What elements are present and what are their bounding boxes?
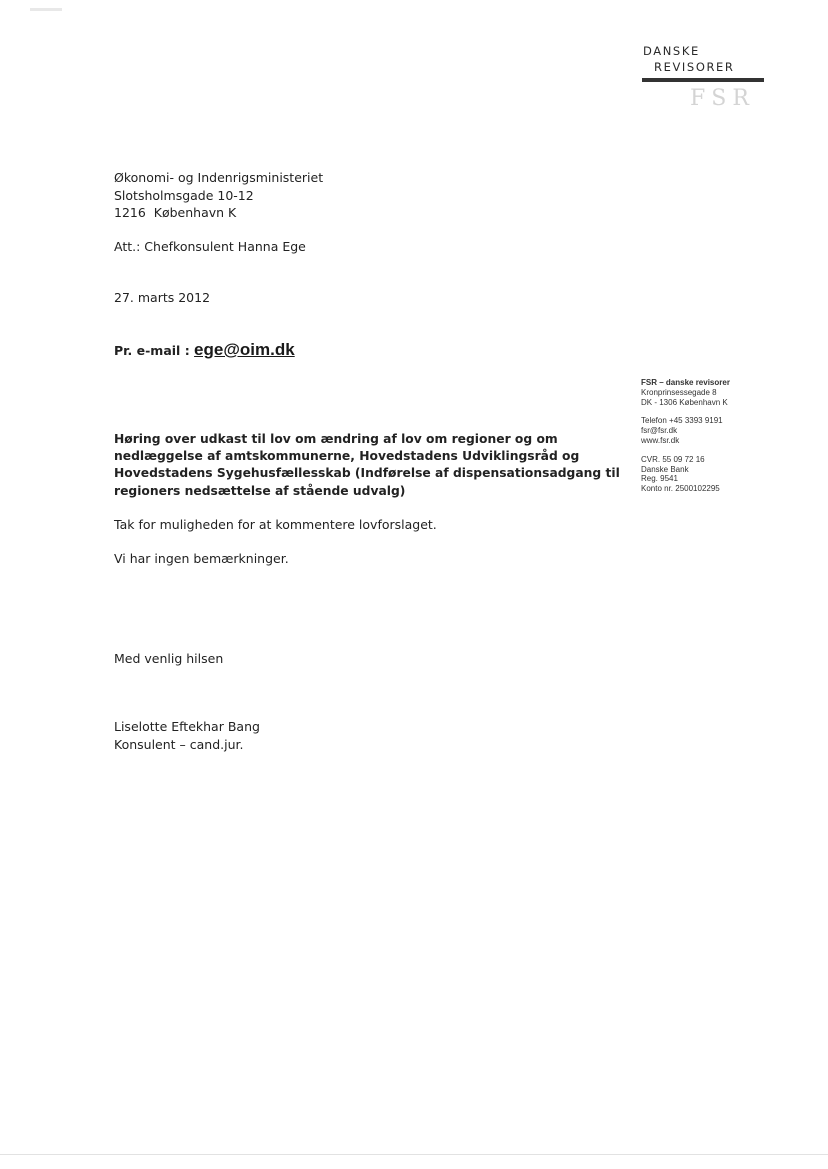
signer-name: Liselotte Eftekhar Bang	[114, 719, 260, 734]
sender-street: Kronprinsessegade 8	[641, 387, 717, 397]
fsr-logo	[640, 44, 766, 114]
email-prefix: Pr. e-mail :	[114, 343, 195, 358]
subject-line: nedlæggelse af amtskommunerne, Hovedstadens Udviklingsråd og	[114, 449, 580, 464]
recipient-name: Økonomi- og Indenrigsministeriet	[114, 170, 324, 185]
body-paragraph-no-remarks: Vi har ingen bemærkninger.	[114, 551, 289, 566]
sender-phone: Telefon +45 3393 9191	[641, 416, 723, 426]
sender-reg: Reg. 9541	[641, 474, 678, 484]
sender-org: FSR – danske revisorer	[641, 378, 730, 387]
recipient-city: 1216 København K	[114, 205, 237, 220]
signature-block	[114, 718, 260, 754]
subject-line: Hovedstadens Sygehusfællesskab (Indførelse af dispensationsadgang til	[114, 466, 620, 481]
attention-line: Att.: Chefkonsulent Hanna Ege	[114, 239, 306, 254]
sender-bank: Danske Bank	[641, 464, 689, 474]
letter-subject	[114, 431, 620, 500]
sender-email: fsr@fsr.dk	[641, 426, 678, 436]
logo-text-revisorer: REVISORER	[654, 60, 735, 74]
sender-web: www.fsr.dk	[641, 435, 680, 445]
letter-date: 27. marts 2012	[114, 290, 211, 305]
subject-line: Høring over udkast til lov om ændring af lov om regioner og om	[114, 432, 558, 446]
logo-fsr-mark: FSR	[690, 86, 755, 111]
signer-title: Konsulent – cand.jur.	[114, 737, 244, 752]
body-paragraph-thanks: Tak for muligheden for at kommentere lovforslaget.	[114, 517, 437, 532]
email-address-link[interactable]: ege@oim.dk	[194, 340, 295, 359]
recipient-street: Slotsholmsgade 10-12	[114, 187, 254, 203]
scan-artifact	[30, 8, 62, 11]
logo-text-danske: DANSKE	[643, 44, 700, 58]
closing-greeting: Med venlig hilsen	[114, 651, 224, 666]
sender-account: Konto nr. 2500102295	[641, 484, 720, 494]
email-line	[114, 340, 295, 360]
recipient-address	[114, 169, 323, 222]
sender-cvr: CVR. 55 09 72 16	[641, 454, 705, 464]
page-bottom-rule	[0, 1154, 828, 1155]
subject-line: regioners nedsættelse af stående udvalg)	[114, 483, 406, 498]
logo-bar	[642, 78, 764, 82]
sender-contact-info	[641, 378, 730, 494]
sender-city: DK - 1306 København K	[641, 397, 728, 407]
